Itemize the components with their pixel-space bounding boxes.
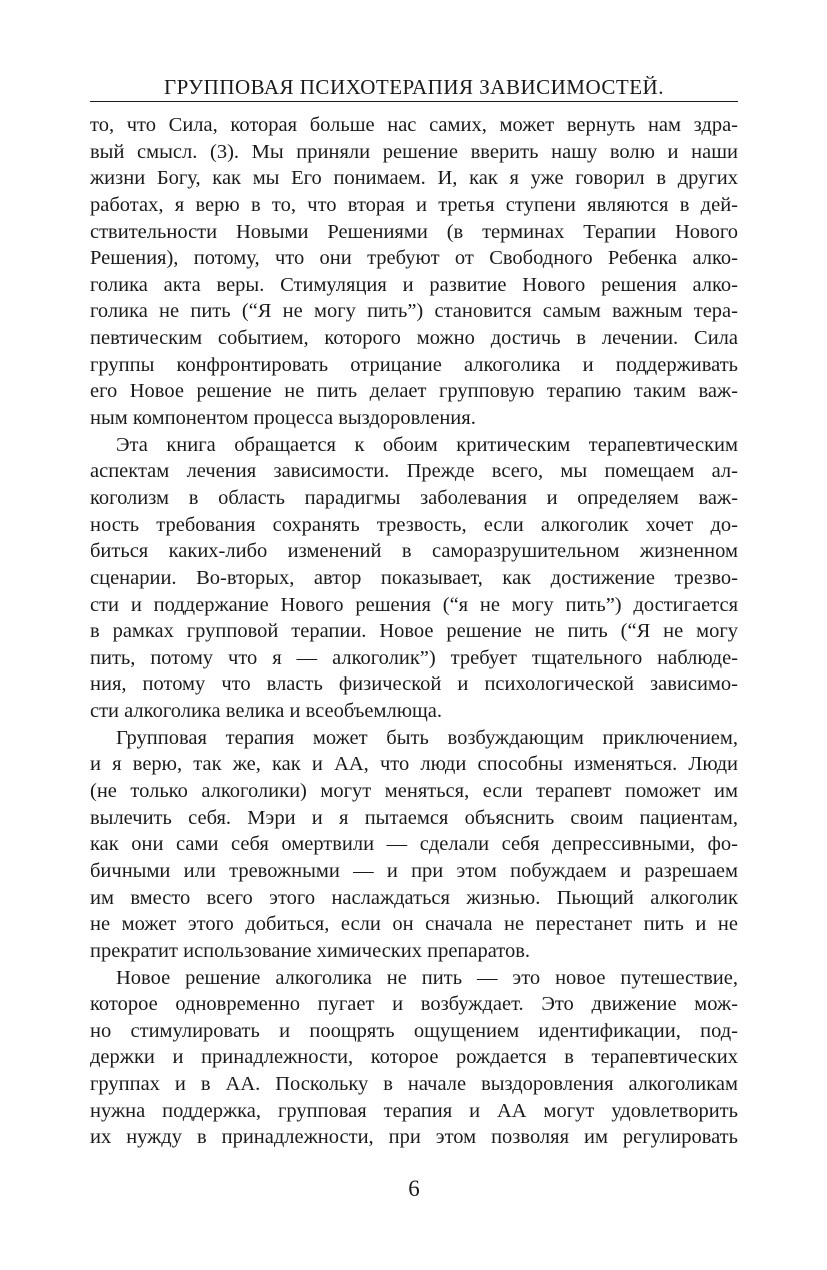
- text-line: (не только алкоголики) могут меняться, если терапевт поможет им: [90, 780, 738, 803]
- text-line: Новое решение алкоголика не пить — это новое путешествие,: [116, 966, 738, 989]
- text-line: в рамках групповой терапии. Новое решение не пить (“Я не могу: [90, 620, 738, 643]
- text-line: бичными или тревожными — и при этом побуждаем и разрешаем: [90, 859, 738, 882]
- text-line: вый смысл. (3). Мы приняли решение вверить нашу волю и наши: [90, 140, 738, 163]
- text-line: сценарии. Во-вторых, автор показывает, как достижение трезво-: [90, 566, 738, 589]
- page-number: 6: [408, 1176, 420, 1201]
- text-line: то, что Сила, которая больше нас самих, может вернуть нам здра-: [90, 114, 738, 136]
- text-line: ния, потому что власть физической и психологической зависимо-: [90, 673, 738, 696]
- text-line: биться каких-либо изменений в саморазрушительном жизненном: [90, 540, 738, 563]
- text-line: аспектам лечения зависимости. Прежде всего, мы помещаем ал-: [90, 460, 738, 483]
- text-line: Эта книга обращается к обоим критическим терапевтическим: [116, 433, 738, 456]
- text-line: Решения), потому, что они требуют от Свободного Ребенка алко-: [90, 247, 738, 270]
- text-line: группах и в АА. Поскольку в начале выздоровления алкоголикам: [90, 1073, 738, 1096]
- text-line: ным компонентом процесса выздоровления.: [90, 407, 476, 430]
- text-line: вылечить себя. Мэри и я пытаемся объяснить своим пациентам,: [90, 806, 738, 829]
- text-line: но стимулировать и поощрять ощущением идентификации, под-: [90, 1019, 738, 1042]
- text-line: сти и поддержание Нового решения (“я не могу пить”) достигается: [90, 593, 738, 616]
- text-line: их нужду в принадлежности, при этом позволяя им регулировать: [90, 1126, 738, 1149]
- header-divider: [90, 101, 738, 102]
- text-line: певтическим событием, которого можно достичь в лечении. Сила: [90, 327, 738, 350]
- text-line: им вместо всего этого наслаждаться жизнью. Пьющий алкоголик: [90, 886, 738, 909]
- text-line: жизни Богу, как мы Его понимаем. И, как я уже говорил в других: [90, 167, 738, 190]
- paragraph: [90, 725, 738, 965]
- text-line: не может этого добиться, если он сначала не перестанет пить и не: [90, 913, 738, 936]
- text-line: Групповая терапия может быть возбуждающим приключением,: [116, 726, 738, 749]
- paragraph: [90, 112, 738, 432]
- text-line: группы конфронтировать отрицание алкоголика и поддерживать: [90, 353, 738, 376]
- text-line: голика акта веры. Стимуляция и развитие Нового решения алко-: [90, 273, 738, 296]
- text-line: и я верю, так же, как и АА, что люди способны изменяться. Люди: [90, 753, 738, 776]
- running-head-title: ГРУППОВАЯ ПСИХОТЕРАПИЯ ЗАВИСИМОСТЕЙ.: [164, 75, 664, 99]
- body-text: [90, 112, 738, 1151]
- text-line: держки и принадлежности, которое рождается в терапевтических: [90, 1046, 738, 1069]
- text-line: прекратит использование химических препаратов.: [90, 939, 531, 962]
- text-line: его Новое решение не пить делает групповую терапию таким важ-: [90, 380, 738, 403]
- text-line: пить, потому что я — алкоголик”) требует тщательного наблюде-: [90, 646, 738, 669]
- paragraph: [90, 432, 738, 725]
- text-line: работах, я верю в то, что вторая и третья ступени являются в дей-: [90, 193, 738, 216]
- text-line: ность требования сохранять трезвость, если алкоголик хочет до-: [90, 513, 738, 536]
- text-line: нужна поддержка, групповая терапия и АА могут удовлетворить: [90, 1099, 738, 1122]
- text-line: как они сами себя омертвили — сделали себя депрессивными, фо-: [90, 833, 738, 856]
- text-line: которое одновременно пугает и возбуждает. Это движение мож-: [90, 993, 738, 1016]
- text-line: коголизм в область парадигмы заболевания и определяем важ-: [90, 486, 738, 509]
- paragraph: [90, 965, 738, 1151]
- text-line: голика не пить (“Я не могу пить”) становится самым важным тера-: [90, 300, 738, 323]
- text-line: ствительности Новыми Решениями (в терминах Терапии Нового: [90, 220, 738, 243]
- text-line: сти алкоголика велика и всеобъемлюща.: [90, 700, 443, 723]
